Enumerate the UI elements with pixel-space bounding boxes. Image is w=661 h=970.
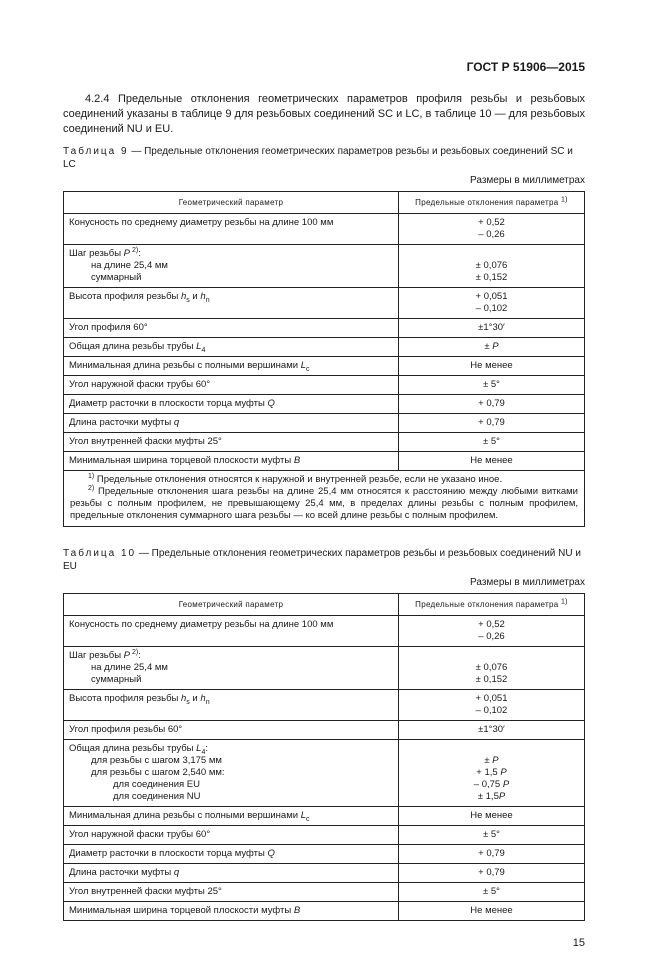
table-row — [64, 452, 585, 471]
parameter-cell — [64, 845, 399, 864]
text: для соединения NU — [113, 791, 201, 802]
variable: P — [500, 767, 507, 778]
text: Угол наружной фаски трубы 60° — [69, 829, 211, 840]
text: ± 5° — [483, 829, 500, 840]
cell-line — [69, 886, 393, 898]
table-row — [64, 740, 585, 807]
variable: L — [196, 341, 202, 352]
text: Высота профиля резьбы — [69, 291, 181, 302]
table-row — [64, 245, 585, 288]
cell-line — [404, 417, 579, 429]
text: + 0,79 — [478, 848, 505, 859]
cell-line — [404, 436, 579, 448]
text: + 0,051 — [475, 291, 508, 302]
cell-line — [69, 791, 393, 803]
cell-line — [404, 272, 579, 284]
table-row — [64, 433, 585, 452]
variable: L — [300, 810, 306, 821]
text: суммарный — [91, 674, 142, 685]
column-header-deviation — [399, 594, 585, 616]
table-row — [64, 319, 585, 338]
deviation-cell — [399, 319, 585, 338]
table9-caption — [63, 145, 585, 171]
table9-label: Таблица 9 — [63, 146, 129, 157]
footnote — [70, 486, 578, 522]
text: Не менее — [470, 810, 513, 821]
deviation-cell — [399, 690, 585, 721]
text: – 0,26 — [478, 229, 505, 240]
column-header-deviation — [399, 192, 585, 214]
footnote-ref: 1) — [560, 196, 568, 204]
text: и — [189, 291, 201, 302]
variable: q — [173, 867, 180, 878]
cell-line — [69, 810, 393, 822]
text: Конусность по среднему диаметру резьбы на длине 100 мм — [69, 217, 334, 228]
deviation-cell — [399, 616, 585, 647]
cell-line — [69, 619, 393, 631]
table9-title: — Предельные отклонения геометрических параметров резьбы и резьбовых соединений SC и LC — [63, 146, 573, 170]
cell-line — [69, 767, 393, 779]
deviation-cell — [399, 288, 585, 319]
column-header-text: Предельные отклонения параметра — [415, 198, 559, 207]
variable: h — [200, 693, 206, 704]
page-number: 15 — [572, 937, 585, 949]
variable: B — [293, 455, 301, 466]
table10-units: Размеры в миллиметрах — [470, 577, 585, 588]
cell-line — [404, 650, 579, 662]
text: + 1,5 — [476, 767, 501, 778]
subscript: s — [186, 698, 190, 706]
text: и — [189, 693, 201, 704]
text: + 0,52 — [478, 217, 505, 228]
table10-title: — Предельные отклонения геометрических параметров резьбы и резьбовых соединений NU и EU — [63, 548, 581, 572]
cell-line — [404, 217, 579, 229]
variable: q — [173, 417, 180, 428]
cell-line — [404, 867, 579, 879]
text: + 0,52 — [478, 619, 505, 630]
table-row — [64, 616, 585, 647]
subscript: 4 — [201, 346, 206, 354]
table-row — [64, 414, 585, 433]
parameter-cell — [64, 807, 399, 826]
table9 — [63, 191, 585, 527]
footnote-mark: 1) — [88, 472, 95, 480]
deviation-cell — [399, 452, 585, 471]
text: Не менее — [470, 455, 513, 466]
deviation-cell — [399, 395, 585, 414]
deviation-cell — [399, 740, 585, 807]
variable: h — [181, 693, 187, 704]
cell-line — [69, 248, 393, 260]
deviation-cell — [399, 433, 585, 452]
footnote — [70, 474, 578, 486]
table-row — [64, 864, 585, 883]
footnote-text: Предельные отклонения относятся к наружной и внутренней резьбе, если не указано иное. — [94, 474, 503, 485]
cell-line — [69, 743, 393, 755]
variable: Q — [267, 398, 275, 409]
deviation-cell — [399, 845, 585, 864]
text: Минимальная длина резьбы с полными вершинами — [69, 810, 301, 821]
text: Не менее — [470, 905, 513, 916]
cell-line — [404, 229, 579, 241]
cell-line — [404, 631, 579, 643]
subscript: s — [186, 296, 190, 304]
text: – 0,102 — [475, 705, 508, 716]
cell-line — [69, 705, 393, 717]
parameter-cell — [64, 433, 399, 452]
deviation-cell — [399, 721, 585, 740]
cell-line — [404, 248, 579, 260]
text: + 0,79 — [478, 867, 505, 878]
footnote-text: Предельные отклонения шага резьбы на длине 25,4 мм относятся к расстоянию между любыми витками резьбы с полным профилем, не превышающему 25,4 мм, в пределах длины резьбы с полным профилем, предельные отклонения суммарного шага резьбы — ко всей длине резьбы с полным профилем. — [70, 486, 578, 521]
cell-line — [69, 303, 393, 315]
table-row — [64, 214, 585, 245]
text: ± 0,152 — [475, 272, 508, 283]
table-header-row — [64, 594, 585, 616]
cell-line — [69, 631, 393, 643]
column-header-parameter: Геометрический параметр — [64, 192, 399, 214]
subscript: n — [205, 296, 210, 304]
text: – 0,102 — [475, 303, 508, 314]
cell-line — [69, 755, 393, 767]
text: ± 5° — [483, 886, 500, 897]
footnote-ref: 2) — [130, 648, 139, 656]
table-row — [64, 902, 585, 921]
text: ±1°30′ — [478, 724, 505, 735]
text: Общая длина резьбы трубы — [69, 743, 197, 754]
text: – 0,26 — [478, 631, 505, 642]
table-row — [64, 690, 585, 721]
table-row — [64, 883, 585, 902]
table-row — [64, 357, 585, 376]
cell-line — [69, 260, 393, 272]
cell-line — [404, 848, 579, 860]
footnote-ref: 1) — [560, 598, 568, 606]
text: ± 1,5 — [477, 791, 499, 802]
table-row — [64, 647, 585, 690]
subscript: n — [205, 698, 210, 706]
cell-line — [404, 705, 579, 717]
parameter-cell — [64, 338, 399, 357]
parameter-cell — [64, 414, 399, 433]
text: для резьбы с шагом 3,175 мм — [91, 755, 222, 766]
table-row — [64, 288, 585, 319]
text: для резьбы с шагом 2,540 мм: — [91, 767, 225, 778]
deviation-cell — [399, 902, 585, 921]
cell-line — [69, 272, 393, 284]
text: Угол наружной фаски трубы 60° — [69, 379, 211, 390]
text: на длине 25,4 мм — [91, 662, 168, 673]
cell-line — [404, 303, 579, 315]
cell-line — [69, 436, 393, 448]
variable: P — [123, 650, 131, 661]
cell-line — [69, 662, 393, 674]
table-row — [64, 395, 585, 414]
table10 — [63, 593, 585, 921]
cell-line — [404, 674, 579, 686]
parameter-cell — [64, 864, 399, 883]
text: : — [205, 743, 208, 754]
cell-line — [404, 755, 579, 767]
text: ± 0,076 — [475, 260, 508, 271]
text: + 0,79 — [478, 417, 505, 428]
parameter-cell — [64, 214, 399, 245]
cell-line — [69, 674, 393, 686]
table-row — [64, 845, 585, 864]
cell-line — [404, 455, 579, 467]
cell-line — [404, 662, 579, 674]
cell-line — [404, 886, 579, 898]
parameter-cell — [64, 319, 399, 338]
cell-line — [69, 417, 393, 429]
text: на длине 25,4 мм — [91, 260, 168, 271]
variable: h — [200, 291, 206, 302]
text: + 0,79 — [478, 398, 505, 409]
deviation-cell — [399, 414, 585, 433]
footnote-ref: 2) — [130, 246, 139, 254]
cell-line — [404, 724, 579, 736]
cell-line — [404, 341, 579, 353]
parameter-cell — [64, 395, 399, 414]
cell-line — [69, 650, 393, 662]
text: Не менее — [470, 360, 513, 371]
cell-line — [69, 322, 393, 334]
parameter-cell — [64, 690, 399, 721]
variable: L — [196, 743, 202, 754]
text: ± — [484, 341, 493, 352]
cell-line — [404, 767, 579, 779]
text: Диаметр расточки в плоскости торца муфты — [69, 398, 268, 409]
parameter-cell — [64, 647, 399, 690]
cell-line — [404, 260, 579, 272]
cell-line — [404, 291, 579, 303]
cell-line — [69, 379, 393, 391]
document-header: ГОСТ Р 51906—2015 — [466, 60, 585, 74]
variable: Q — [267, 848, 275, 859]
text: Минимальная ширина торцевой плоскости муфты — [69, 905, 294, 916]
parameter-cell — [64, 883, 399, 902]
text: ± — [484, 755, 493, 766]
table-row — [64, 826, 585, 845]
cell-line — [404, 360, 579, 372]
deviation-cell — [399, 864, 585, 883]
text: Длина расточки муфты — [69, 417, 174, 428]
text: Угол внутренней фаски муфты 25° — [69, 886, 222, 897]
table-row — [64, 721, 585, 740]
cell-line — [404, 619, 579, 631]
text: Угол профиля 60° — [69, 322, 148, 333]
cell-line — [69, 693, 393, 705]
section-paragraph: 4.2.4 Предельные отклонения геометрических параметров профиля резьбы и резьбовых соединений указаны в таблице 9 для резьбовых соединений SC и LC, в таблице 10 — для резьбовых соединений NU и EU. — [63, 93, 585, 135]
table-row — [64, 376, 585, 395]
text: Диаметр расточки в плоскости торца муфты — [69, 848, 268, 859]
cell-line — [69, 360, 393, 372]
parameter-cell — [64, 826, 399, 845]
deviation-cell — [399, 647, 585, 690]
text: Шаг резьбы — [69, 650, 124, 661]
cell-line — [69, 829, 393, 841]
cell-line — [404, 791, 579, 803]
footnotes-cell — [64, 471, 585, 527]
text: ±1°30′ — [478, 322, 505, 333]
cell-line — [69, 867, 393, 879]
text: ± 5° — [483, 379, 500, 390]
cell-line — [69, 455, 393, 467]
column-header-text: Предельные отклонения параметра — [415, 600, 559, 609]
parameter-cell — [64, 288, 399, 319]
cell-line — [69, 291, 393, 303]
cell-line — [69, 398, 393, 410]
parameter-cell — [64, 357, 399, 376]
subscript: c — [305, 365, 310, 373]
table-header-row — [64, 192, 585, 214]
cell-line — [404, 810, 579, 822]
text: + 0,051 — [475, 693, 508, 704]
cell-line — [69, 217, 393, 229]
table-row — [64, 338, 585, 357]
subscript: 4 — [201, 748, 206, 756]
text: Угол внутренней фаски муфты 25° — [69, 436, 222, 447]
variable: P — [492, 341, 499, 352]
footnote-mark: 2) — [88, 484, 95, 492]
text: : — [138, 248, 141, 259]
text: : — [138, 650, 141, 661]
table9-units: Размеры в миллиметрах — [470, 175, 585, 186]
variable: P — [492, 755, 499, 766]
table10-label: Таблица 10 — [63, 548, 137, 559]
deviation-cell — [399, 245, 585, 288]
parameter-cell — [64, 376, 399, 395]
variable: h — [181, 291, 187, 302]
parameter-cell — [64, 740, 399, 807]
parameter-cell — [64, 721, 399, 740]
text: ± 0,152 — [475, 674, 508, 685]
cell-line — [404, 693, 579, 705]
footnote-row — [64, 471, 585, 527]
text: Минимальная ширина торцевой плоскости муфты — [69, 455, 294, 466]
deviation-cell — [399, 376, 585, 395]
text: для соединения EU — [113, 779, 200, 790]
page-content — [63, 0, 585, 970]
table10-caption — [63, 547, 585, 573]
cell-line — [404, 322, 579, 334]
cell-line — [69, 724, 393, 736]
deviation-cell — [399, 826, 585, 845]
text: Общая длина резьбы трубы — [69, 341, 197, 352]
variable: P — [498, 791, 506, 802]
text: Высота профиля резьбы — [69, 693, 181, 704]
parameter-cell — [64, 452, 399, 471]
deviation-cell — [399, 807, 585, 826]
text: суммарный — [91, 272, 142, 283]
text: Минимальная длина резьбы с полными вершинами — [69, 360, 301, 371]
text: ± 5° — [483, 436, 500, 447]
variable: B — [293, 905, 301, 916]
text: Шаг резьбы — [69, 248, 124, 259]
text: Угол профиля резьбы 60° — [69, 724, 183, 735]
variable: P — [123, 248, 131, 259]
deviation-cell — [399, 883, 585, 902]
cell-line — [404, 743, 579, 755]
cell-line — [404, 779, 579, 791]
parameter-cell — [64, 616, 399, 647]
cell-line — [404, 829, 579, 841]
cell-line — [69, 905, 393, 917]
variable: P — [502, 779, 510, 790]
text: ± 0,076 — [475, 662, 508, 673]
column-header-parameter: Геометрический параметр — [64, 594, 399, 616]
deviation-cell — [399, 357, 585, 376]
deviation-cell — [399, 214, 585, 245]
table-row — [64, 807, 585, 826]
cell-line — [69, 779, 393, 791]
deviation-cell — [399, 338, 585, 357]
parameter-cell — [64, 902, 399, 921]
text: – 0,75 — [473, 779, 503, 790]
variable: L — [300, 360, 306, 371]
subscript: c — [305, 815, 310, 823]
text: Длина расточки муфты — [69, 867, 174, 878]
cell-line — [69, 848, 393, 860]
parameter-cell — [64, 245, 399, 288]
cell-line — [404, 379, 579, 391]
text: Конусность по среднему диаметру резьбы на длине 100 мм — [69, 619, 334, 630]
cell-line — [69, 229, 393, 241]
cell-line — [404, 905, 579, 917]
cell-line — [69, 341, 393, 353]
cell-line — [404, 398, 579, 410]
